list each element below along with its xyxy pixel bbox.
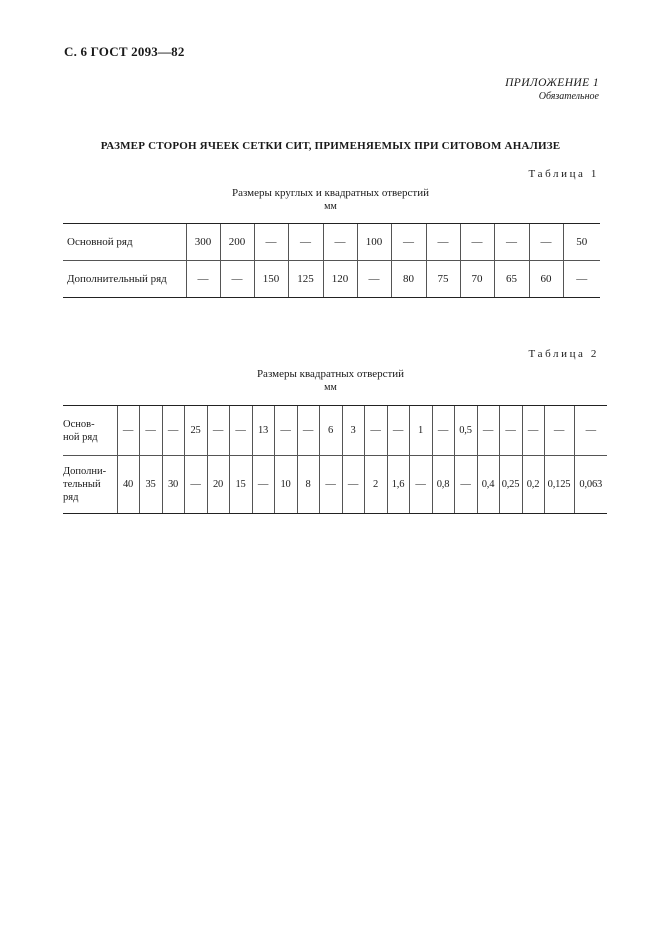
table1-cell: 80 [391, 261, 426, 298]
table2-cell: 13 [252, 406, 274, 456]
table2-cell: — [432, 406, 454, 456]
table2-cell: 40 [117, 456, 139, 514]
table2-cell: 0,4 [477, 456, 499, 514]
table1-cell: 50 [563, 224, 600, 261]
table2-cell: 0,125 [544, 456, 574, 514]
table2-cell: — [522, 406, 544, 456]
table1-cell: — [391, 224, 426, 261]
table1-cell: 65 [494, 261, 529, 298]
table2-cell: — [274, 406, 297, 456]
table2-row-label-line: тельный [63, 479, 101, 490]
table2-cell: 0,25 [499, 456, 522, 514]
table2-caption [0, 367, 661, 395]
table2-cell: — [207, 406, 229, 456]
table1-cell: 150 [254, 261, 288, 298]
table2-cell: — [499, 406, 522, 456]
table1-cell: 70 [460, 261, 494, 298]
table2-cell: 15 [229, 456, 252, 514]
table1-caption [0, 186, 661, 214]
table2-cell: 8 [297, 456, 319, 514]
table1-cell: 200 [220, 224, 254, 261]
document-header: С. 6 ГОСТ 2093—82 [64, 44, 185, 59]
table2-cell: — [477, 406, 499, 456]
table2-cell: — [387, 406, 409, 456]
table1-row-label: Основной ряд [63, 224, 186, 261]
table2-row-label-line: Основ- [63, 418, 95, 430]
table2-cell: 0,8 [432, 456, 454, 514]
table2-cell: — [574, 406, 607, 456]
table2-cell: — [139, 406, 162, 456]
table2-cell: 0,063 [574, 456, 607, 514]
table1-cell: — [426, 224, 460, 261]
table2-cell: — [409, 456, 432, 514]
table1-row [63, 224, 600, 261]
table1-cell: — [563, 261, 600, 298]
appendix-block [505, 76, 599, 104]
appendix-status: Обязательное [538, 91, 599, 102]
table2-cell: — [184, 456, 207, 514]
table1-cell: 125 [288, 261, 323, 298]
table2-cell: — [364, 406, 387, 456]
table1-row-label: Дополнительный ряд [63, 261, 186, 298]
table2-cell: 0,5 [454, 406, 477, 456]
table1-cell: 120 [323, 261, 357, 298]
table1-cell: — [254, 224, 288, 261]
table2-row-label-line: ной ряд [63, 431, 98, 443]
table1-cell: — [220, 261, 254, 298]
table1-cell: — [288, 224, 323, 261]
table1-unit: мм [324, 201, 337, 212]
table2-cell: 2 [364, 456, 387, 514]
table2-cell: 3 [342, 406, 364, 456]
table1-cell: 60 [529, 261, 563, 298]
table2-row-label [63, 456, 117, 514]
table1-cell: — [186, 261, 220, 298]
table1-cell: — [460, 224, 494, 261]
document-title: РАЗМЕР СТОРОН ЯЧЕЕК СЕТКИ СИТ, ПРИМЕНЯЕМЫХ ПРИ СИТОВОМ АНАЛИЗЕ [100, 140, 561, 152]
table1-cell: 300 [186, 224, 220, 261]
table1-cell: — [494, 224, 529, 261]
table1-cell: — [529, 224, 563, 261]
table2-cell: — [229, 406, 252, 456]
table2-cell: — [162, 406, 184, 456]
table2-label: Таблица 2 [528, 348, 599, 360]
table2-cell: — [252, 456, 274, 514]
table2-unit: мм [324, 382, 337, 393]
table2 [63, 405, 607, 514]
table2-cell: 10 [274, 456, 297, 514]
table1-cell: — [323, 224, 357, 261]
table2-cell: — [297, 406, 319, 456]
table2-row [63, 456, 607, 514]
table2-row [63, 406, 607, 456]
table1-label: Таблица 1 [528, 168, 599, 180]
table2-cell: 25 [184, 406, 207, 456]
table2-cell: 30 [162, 456, 184, 514]
table2-cell: — [544, 406, 574, 456]
table1-caption-text: Размеры круглых и квадратных отверстий [231, 187, 430, 199]
table2-cell: — [319, 456, 342, 514]
table2-cell: — [342, 456, 364, 514]
appendix-label: ПРИЛОЖЕНИЕ 1 [505, 77, 599, 89]
table2-cell: 35 [139, 456, 162, 514]
table1-cell: 75 [426, 261, 460, 298]
table2-cell: 0,2 [522, 456, 544, 514]
table2-caption-text: Размеры квадратных отверстий [256, 368, 405, 380]
table2-cell: 1 [409, 406, 432, 456]
table1-cell: 100 [357, 224, 391, 261]
table1-cell: — [357, 261, 391, 298]
table1 [63, 223, 600, 298]
table2-row-label [63, 406, 117, 456]
table2-row-label-line: ряд [63, 492, 79, 503]
table2-row-label-line: Дополни- [63, 466, 107, 477]
table2-cell: — [117, 406, 139, 456]
table2-cell: 20 [207, 456, 229, 514]
table2-cell: 6 [319, 406, 342, 456]
table2-cell: 1,6 [387, 456, 409, 514]
table2-cell: — [454, 456, 477, 514]
table1-row [63, 261, 600, 298]
